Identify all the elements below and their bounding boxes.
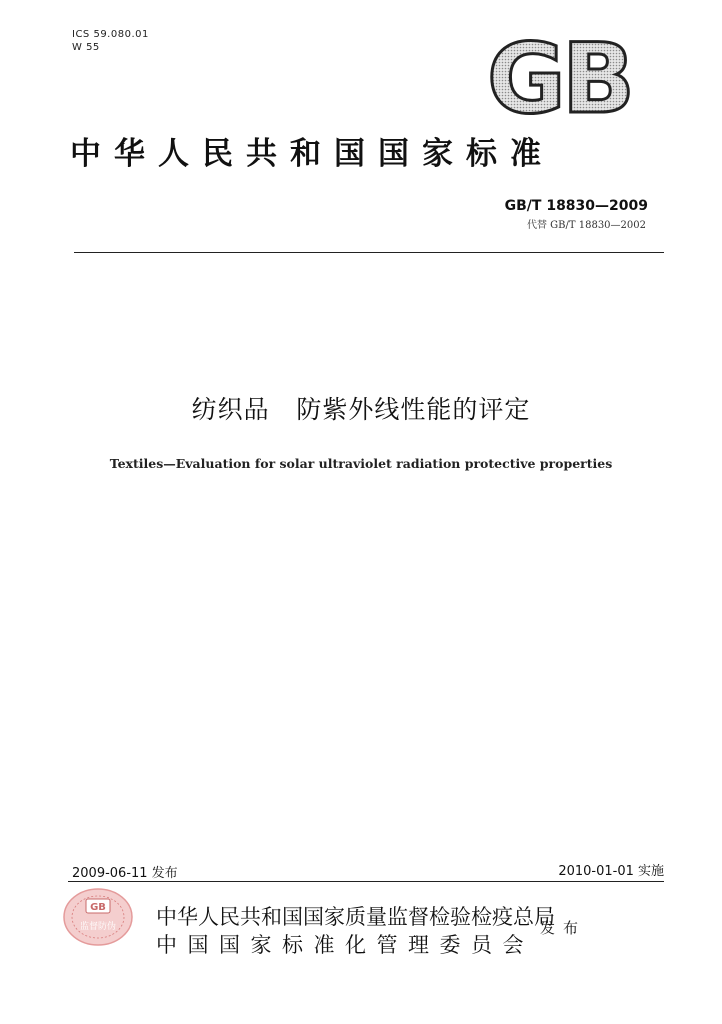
issuing-authorities: [156, 903, 555, 959]
anti-counterfeit-seal: [62, 887, 134, 947]
ics-code: ICS 59.080.01: [72, 29, 149, 40]
standard-category-title: 中华人民共和国国家标准: [70, 136, 554, 172]
document-title-chinese: 纺织品 防紫外线性能的评定: [191, 395, 531, 424]
replaces-standard: 代替 GB/T 18830—2002: [527, 220, 646, 231]
document-title-english: Textiles—Evaluation for solar ultraviolet radiation protective properties: [109, 456, 613, 471]
svg-text:GB: GB: [90, 902, 106, 913]
header-divider: [74, 252, 664, 253]
gb-logo-text: GB: [487, 34, 631, 122]
classification-codes: [72, 28, 149, 54]
issue-date: 2009-06-11 发布: [72, 866, 178, 881]
ccs-code: W 55: [72, 42, 100, 53]
gb-logo: [474, 34, 644, 122]
issuer-aqsiq: 中华人民共和国国家质量监督检验检疫总局: [156, 905, 555, 929]
implementation-date: 2010-01-01 实施: [558, 864, 664, 879]
publish-label: 发布: [540, 919, 587, 937]
standard-number: GB/T 18830—2009: [504, 198, 648, 214]
footer-divider: [68, 881, 664, 882]
seal-text: 监督防伪: [79, 922, 117, 932]
issuer-sac: 中国国家标准化管理委员会: [156, 933, 534, 957]
